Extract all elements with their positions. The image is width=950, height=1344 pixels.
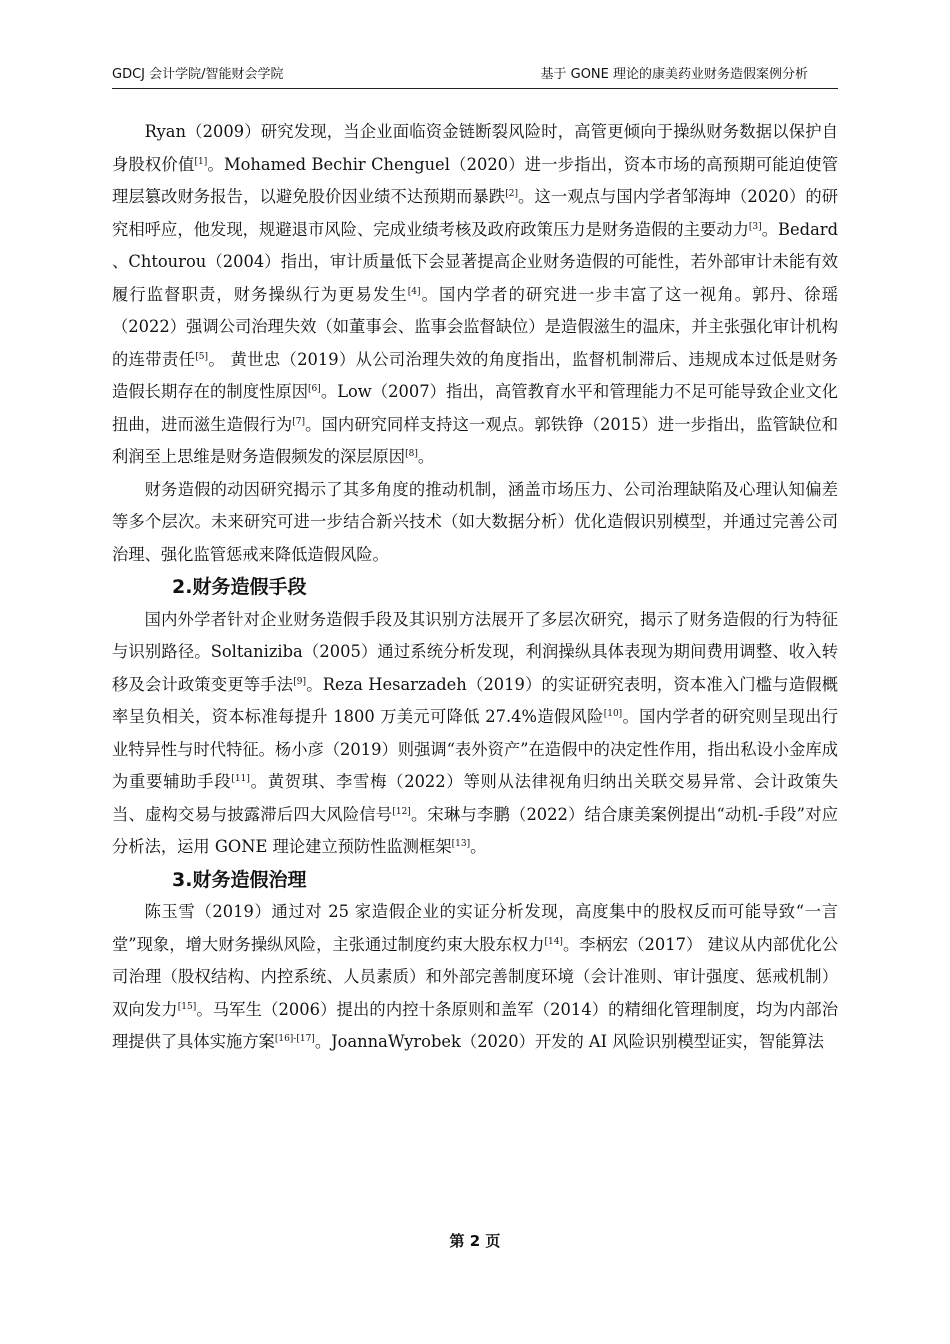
text-run: 。国内学者的研究则呈现出行业特异性与时代特征。杨小彦（2019）则强调“表外资产”在造假中的决定性作用，指出私设小金库成为重要辅助手段 <box>112 707 838 791</box>
citation-ref: [15] <box>177 1001 197 1012</box>
text-run: 。宋琳与李鹏（2022）结合康美案例提出“动机-手段”对应分析法，运用 GONE 理论建立预防性监测框架 <box>112 804 838 856</box>
header-title: 基于 GONE 理论的康美药业财务造假案例分析 <box>540 67 808 82</box>
text-run: 。 <box>417 447 435 466</box>
text-run: 。 <box>470 837 487 856</box>
text-run: 。黄贺琪、李雪梅（2022）等则从法律视角归纳出关联交易异常、会计政策失当、虚构交易与披露滞后四大风险信号 <box>112 772 838 824</box>
text-run: 财务造假的动因研究揭示了其多角度的推动机制，涵盖市场压力、公司治理缺陷及心理认知偏差等多个层次。未来研究可进一步结合新兴技术（如大数据分析）优化造假识别模型，并通过完善公司治理、强化监管惩戒来降低造假风险。 <box>112 479 838 564</box>
page-header <box>112 64 838 89</box>
text-run: 。国内学者的研究进一步丰富了这一视角。郭丹、徐瑶（2022）强调公司治理失效（如董事会、监事会监督缺位）是造假滋生的温床，并主张强化审计机构的连带责任 <box>112 284 838 369</box>
citation-ref: [13] <box>451 839 471 849</box>
page-content <box>112 116 838 1059</box>
paragraph-motives-summary <box>112 474 838 572</box>
citation-ref: [1] <box>194 156 208 167</box>
text-run: 。 黄世忠（2019）从公司治理失效的角度指出，监督机制滞后、违规成本过低是财务造假长期存在的制度性原因 <box>112 349 838 401</box>
text-run: 。Low（2007）指出，高管教育水平和管理能力不足可能导致企业文化扭曲，进而滋生造假行为 <box>112 382 838 434</box>
citation-ref: [12] <box>392 806 411 817</box>
text-run: 。国内研究同样支持这一观点。郭铁铮（2015）进一步指出，监管缺位和利润至上思维是财务造假频发的深层原因 <box>112 414 838 466</box>
section-heading-means: 2.财务造假手段 <box>172 576 307 598</box>
citation-ref: [3] <box>748 221 762 232</box>
text-run: 。Reza Hesarzadeh（2019）的实证研究表明，资本准入门槛与造假概率呈负相关，资本标准每提升 1800 万美元可降低 27.4%造假风险 <box>112 674 838 726</box>
page-number: 第 2 页 <box>449 1232 501 1250</box>
citation-ref: [6] <box>308 384 321 394</box>
text-run: 。JoannaWyrobek（2020）开发的 AI 风险识别模型证实，智能算法 <box>314 1032 824 1051</box>
section-heading-governance: 3.财务造假治理 <box>172 868 307 891</box>
citation-ref: [5] <box>195 351 208 362</box>
paragraph-means <box>112 604 838 864</box>
text-run: Ryan（2009）研究发现，当企业面临资金链断裂风险时，高管更倾向于操纵财务数据以保护自身股权价值 <box>112 122 838 174</box>
citation-ref: [14] <box>544 936 563 947</box>
text-run: 。这一观点与国内学者邹海坤（2020）的研究相呼应，他发现，规避退市风险、完成业绩考核及政府政策压力是财务造假的主要动力 <box>112 187 838 239</box>
citation-ref: [8] <box>405 449 418 459</box>
text-run: 。李柄宏（2017） 建议从内部优化公司治理（股权结构、内控系统、人员素质）和外部完善制度环境（会计准则、审计强度、惩戒机制）双向发力 <box>112 934 838 1019</box>
paragraph-motives <box>112 116 838 474</box>
citation-ref: [7] <box>292 416 305 427</box>
citation-ref: [4] <box>407 286 421 297</box>
text-run: 陈玉雪（2019）通过对 25 家造假企业的实证分析发现，高度集中的股权反而可能导致“一言堂”现象，增大财务操纵风险，主张通过制度约束大股东权力 <box>112 902 838 954</box>
text-run: 。Bedard 、Chtourou（2004）指出，审计质量低下会显著提高企业财务造假的可能性，若外部审计未能有效履行监督职责，财务操纵行为更易发生 <box>112 219 838 304</box>
text-run: 。Mohamed Bechir Chenguel（2020）进一步指出，资本市场的高预期可能迫使管理层篡改财务报告，以避免股价因业绩不达预期而暴跌 <box>112 154 838 206</box>
header-institution: GDCJ 会计学院/智能财会学院 <box>112 67 284 82</box>
citation-ref: [2] <box>505 189 518 199</box>
citation-ref: [10] <box>603 709 623 719</box>
paragraph-governance <box>112 896 838 1059</box>
citation-ref: [11] <box>231 774 250 784</box>
text-run: 。马军生（2006）提出的内控十条原则和盖军（2014）的精细化管理制度，均为内部治理提供了具体实施方案 <box>112 999 838 1051</box>
text-run: 国内外学者针对企业财务造假手段及其识别方法展开了多层次研究，揭示了财务造假的行为特征与识别路径。Soltaniziba（2005）通过系统分析发现，利润操纵具体表现为期间费用调整、收入转移及会计政策变更等手法 <box>112 609 838 694</box>
citation-ref: [9] <box>293 676 307 687</box>
citation-ref: [16]-[17] <box>274 1034 315 1044</box>
